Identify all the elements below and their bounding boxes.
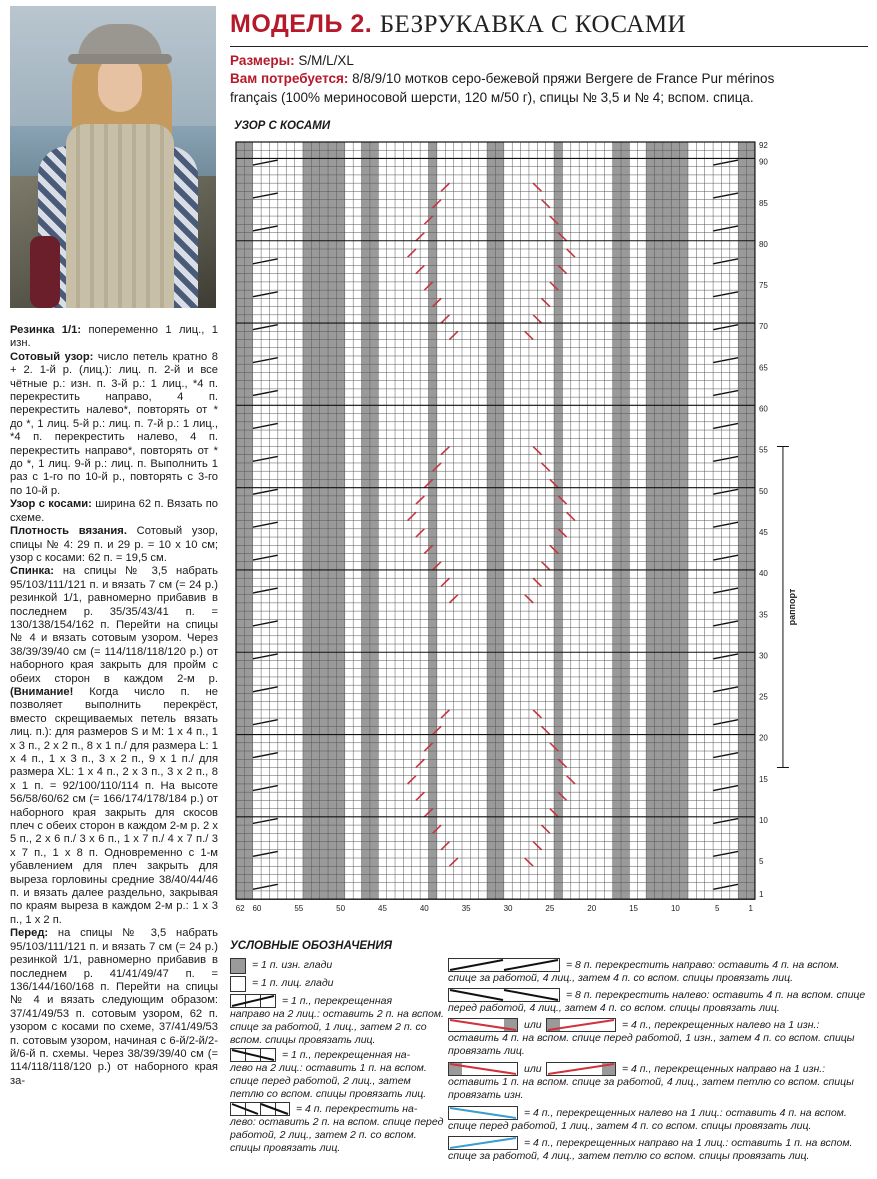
x-tick-label: 25 (545, 904, 555, 914)
cross-4-right-purl-symbol (448, 1062, 518, 1076)
model-photo (10, 6, 216, 308)
x-tick-label: 20 (587, 904, 597, 914)
y-tick-label: 45 (758, 527, 768, 537)
legend-cross-8-right: = 8 п. перекрестить направо: оставить 4 п. на вспом. (566, 959, 840, 971)
knit-symbol (230, 976, 246, 992)
y-tick-label: 50 (758, 486, 768, 496)
cross-8-right-symbol (448, 958, 560, 972)
cross-4-right-knit-symbol (448, 1136, 518, 1150)
legend-cross-4-right-purl: = 4 п., перекрещенных направо на 1 изн.: (622, 1063, 826, 1075)
page-title (230, 10, 686, 39)
y-tick-label: 20 (758, 733, 768, 743)
cross-4-right-purl-alt-symbol (546, 1062, 616, 1076)
legend-cross-4-right-knit: = 4 п., перекрещенных направо на 1 лиц.: оставить 1 п. на вспом. (524, 1137, 853, 1149)
title-rule (230, 46, 868, 47)
photo-face (98, 56, 142, 112)
y-tick-label: 15 (758, 774, 768, 784)
legend-purl: = 1 п. изн. глади (252, 959, 333, 971)
x-tick-label: 30 (503, 904, 513, 914)
legend-cross-left: = 1 п., перекрещенная на- (282, 1049, 411, 1061)
x-tick-label: 15 (629, 904, 639, 914)
legend-cross-4-left-purl: = 4 п., перекрещенных налево на 1 изн.: (622, 1019, 820, 1031)
y-tick-label: 90 (758, 157, 768, 167)
y-tick-label: 5 (758, 857, 764, 867)
y-tick-label: 10 (758, 816, 768, 826)
purl-symbol (230, 958, 246, 974)
y-tick-label: 80 (758, 239, 768, 249)
x-tick-label: 1 (748, 904, 753, 914)
x-tick-label: 62 (235, 904, 245, 914)
legend-cross-8-left: = 8 п. перекрестить налево: оставить 4 п. на вспом. спице (566, 989, 866, 1001)
y-tick-label: 70 (758, 322, 768, 332)
legend-knit: = 1 п. лиц. глади (252, 977, 334, 989)
legend-title: УСЛОВНЫЕ ОБОЗНАЧЕНИЯ (230, 940, 392, 952)
legend-right: = 8 п. перекрестить направо: оставить 4 п. на вспом. спице за работой, 4 лиц., затем 4 п. со вспом. спицы провязать лиц. = 8 п. перекрестить налево: оставить 4 п. на вспом. спице перед работой, 4 лиц., затем 4 п. со вспом. спицы провязать лиц. или = 4 п., перекрещенных налево на 1 изн.: оставить 4 п. на вспом. спице перед работой, 1 изн., затем 4 п. со вспом. спицы провязать лиц. или = 4 п., перекрещенных направо на 1 изн.: оставить 1 п. на вспом. спице за работой, 4 лиц., затем петлю со вспом. спицы провязать изн. = 4 п., перекрещенных налево на 1 лиц.: оставить 4 п. на вспом. спице перед работой, 1 лиц., затем 4 п. со вспом. спицы провязать лиц. = 4 п., перекрещенных направо на 1 лиц.: оставить 1 п. на вспом. спице за работой, 4 лиц., затем петлю со вспом. спицы провязать лиц. (448, 959, 866, 1162)
y-tick-label: 1 (758, 890, 764, 900)
materials-line-2: français (100% мериносовой шерсти, 120 м/50 г), спицы № 3,5 и № 4; вспом. спица. (230, 90, 754, 105)
instructions-text: Резинка 1/1: попеременно 1 лиц., 1 изн. Сотовый узор: число петель кратно 8 + 2. 1-й р. (лиц.): лиц. п. 2-й и все чётные р.: изн. п. 3-й р.: 1 лиц., *4 п. перекрестить направо, 4 п. перекрестить налево*, повторять от * до *, 1 лиц. 5-й р.: лиц. п. 7-й р.: 1 лиц., *4 п. перекрестить налево, 4 п. перекрестить направо*, повторять от * до *, 1 лиц. 9-й р.: лиц. п. Выполнить 1 раз с 1-го по 10-й р., повторять с 3-го по 10-й р. Узор с косами: ширина 62 п. Вязать по схеме. Плотность вязания. Сотовый узор, спицы № 4: 29 п. и 29 р. = 10 х 10 см; узор с косами: 62 п. = 19,5 см. Спинка: на спицы № 3,5 набрать 95/103/111/121 п. и вязать 7 см (= 24 р.) резинкой 1/1, равномерно прибавив в последнем р. 35/35/43/41 п. = 130/138/154/162 п. Перейти на спицы № 4 и вязать сотовым узором. Через 38/39/39/40 см (= 114/118/118/120 р.) от наборного края закрыть для пройм с обеих сторон в каждом 2-м р. (Внимание! Когда число п. не позволяет выполнить перекрёст, вместо скрещиваемых петель вязать лиц. п.): для размеров S и M: 1 х 4 п., 1 х 3 п., 2 х 2 п., 8 х 1 п./ для размера L: 1 х 4 п., 1 х 3 п., 3 х 2 п., 9 х 1 п./ для размера XL: 1 х 4 п., 2 х 3 п., 3 х 2 п., 8 х 1 п. = 92/100/110/114 п. На высоте 56/58/60/62 см (= 166/174/178/184 р.) от наборного края закрыть для скосов плеч с обеих сторон в каждом 2-м р. 2 х 5 п., 2 х 6 п./ 3 х 6 п., 1 х 7 п./ 4 х 7 п./ 3 х 7 п., 1 х 8 п. Одновременно с 1-м убавлением для плеч закрыть для выреза горловины средние 38/40/44/46 п. и вязать далее раздельно, закрывая по краям выреза в каждом 2-м р.: 1 х 3 п., 1 х 2 п. Перед: на спицы № 3,5 набрать 95/103/111/121 п. и вязать 7 см (= 24 р.) резинкой 1/1, равномерно прибавив в последнем р. 41/41/49/47 п. = 136/144/160/168 п. Перейти на спицы № 4 и вязать следующим образом: 37/41/49/53 п. сотовым узором, 62 п. узором с косами по схеме, 37/41/49/53 п. сотовым узором, начиная с 6-й/2-й/2-й/6-й п. схемы. Через 38/39/39/40 см (= 114/118/118/120 р.) от наборного края за- (10, 324, 219, 1087)
cross-left-symbol (230, 1048, 276, 1062)
cross-4-left-purl-alt-symbol (546, 1018, 616, 1032)
y-tick-label: 35 (758, 610, 768, 620)
photo-vest (66, 124, 174, 308)
y-tick-label: 25 (758, 692, 768, 702)
model-name: БЕЗРУКАВКА С КОСАМИ (379, 11, 687, 38)
photo-sleeve (30, 236, 60, 308)
y-tick-label: 85 (758, 198, 768, 208)
cable-chart-svg (232, 138, 797, 928)
x-tick-label: 10 (670, 904, 680, 914)
cross-4-left-purl-symbol (448, 1018, 518, 1032)
x-tick-label: 40 (419, 904, 429, 914)
materials-line: Вам потребуется: 8/8/9/10 мотков серо-бежевой пряжи Bergere de France Pur mérinos (230, 71, 775, 86)
y-tick-label: 55 (758, 445, 768, 455)
y-tick-label: 75 (758, 281, 768, 291)
chart-title: УЗОР С КОСАМИ (234, 120, 331, 132)
cross-right-symbol (230, 994, 276, 1008)
legend-cross-right: = 1 п., перекрещенная (282, 995, 393, 1007)
x-tick-label: 55 (294, 904, 304, 914)
y-tick-label: 60 (758, 404, 768, 414)
legend-cross-4-left: = 4 п. перекрестить на- (296, 1103, 418, 1115)
legend-cross-4-left-knit: = 4 п., перекрещенных налево на 1 лиц.: оставить 4 п. на вспом. (524, 1107, 847, 1119)
cross-8-left-symbol (448, 988, 560, 1002)
sizes-line: Размеры: S/M/L/XL (230, 53, 354, 68)
y-tick-label: 40 (758, 569, 768, 579)
y-tick-label: 30 (758, 651, 768, 661)
y-tick-label: 92 (758, 141, 768, 151)
x-tick-label: 50 (336, 904, 346, 914)
x-tick-label: 45 (378, 904, 387, 914)
repeat-label: раппорт (786, 588, 797, 626)
x-tick-label: 5 (715, 904, 720, 914)
cross-4-left-symbol (230, 1102, 290, 1116)
photo-hat-brim (68, 54, 172, 64)
model-number: МОДЕЛЬ 2. (230, 10, 373, 38)
x-tick-label: 60 (252, 904, 262, 914)
legend-left: = 1 п. изн. глади = 1 п. лиц. глади = 1 п., перекрещенная направо на 2 лиц.: оставить 2 п. на вспом. спице за работой, 1 лиц., затем 2 п. со вспом. спицы провязать лиц. = 1 п., перекрещенная на- лево на 2 лиц.: оставить 1 п. на вспом. спице перед работой, 2 лиц., затем петлю со вспом. спицы провязать лиц. = 4 п. перекрестить на- лево: оставить 2 п. на вспом. спице перед работой, 2 лиц., затем 2 п. со вспом. спицы провязать лиц. (230, 959, 444, 1154)
cross-4-left-knit-symbol (448, 1106, 518, 1120)
y-tick-label: 65 (758, 363, 768, 373)
x-tick-label: 35 (461, 904, 471, 914)
cable-chart (232, 138, 797, 928)
